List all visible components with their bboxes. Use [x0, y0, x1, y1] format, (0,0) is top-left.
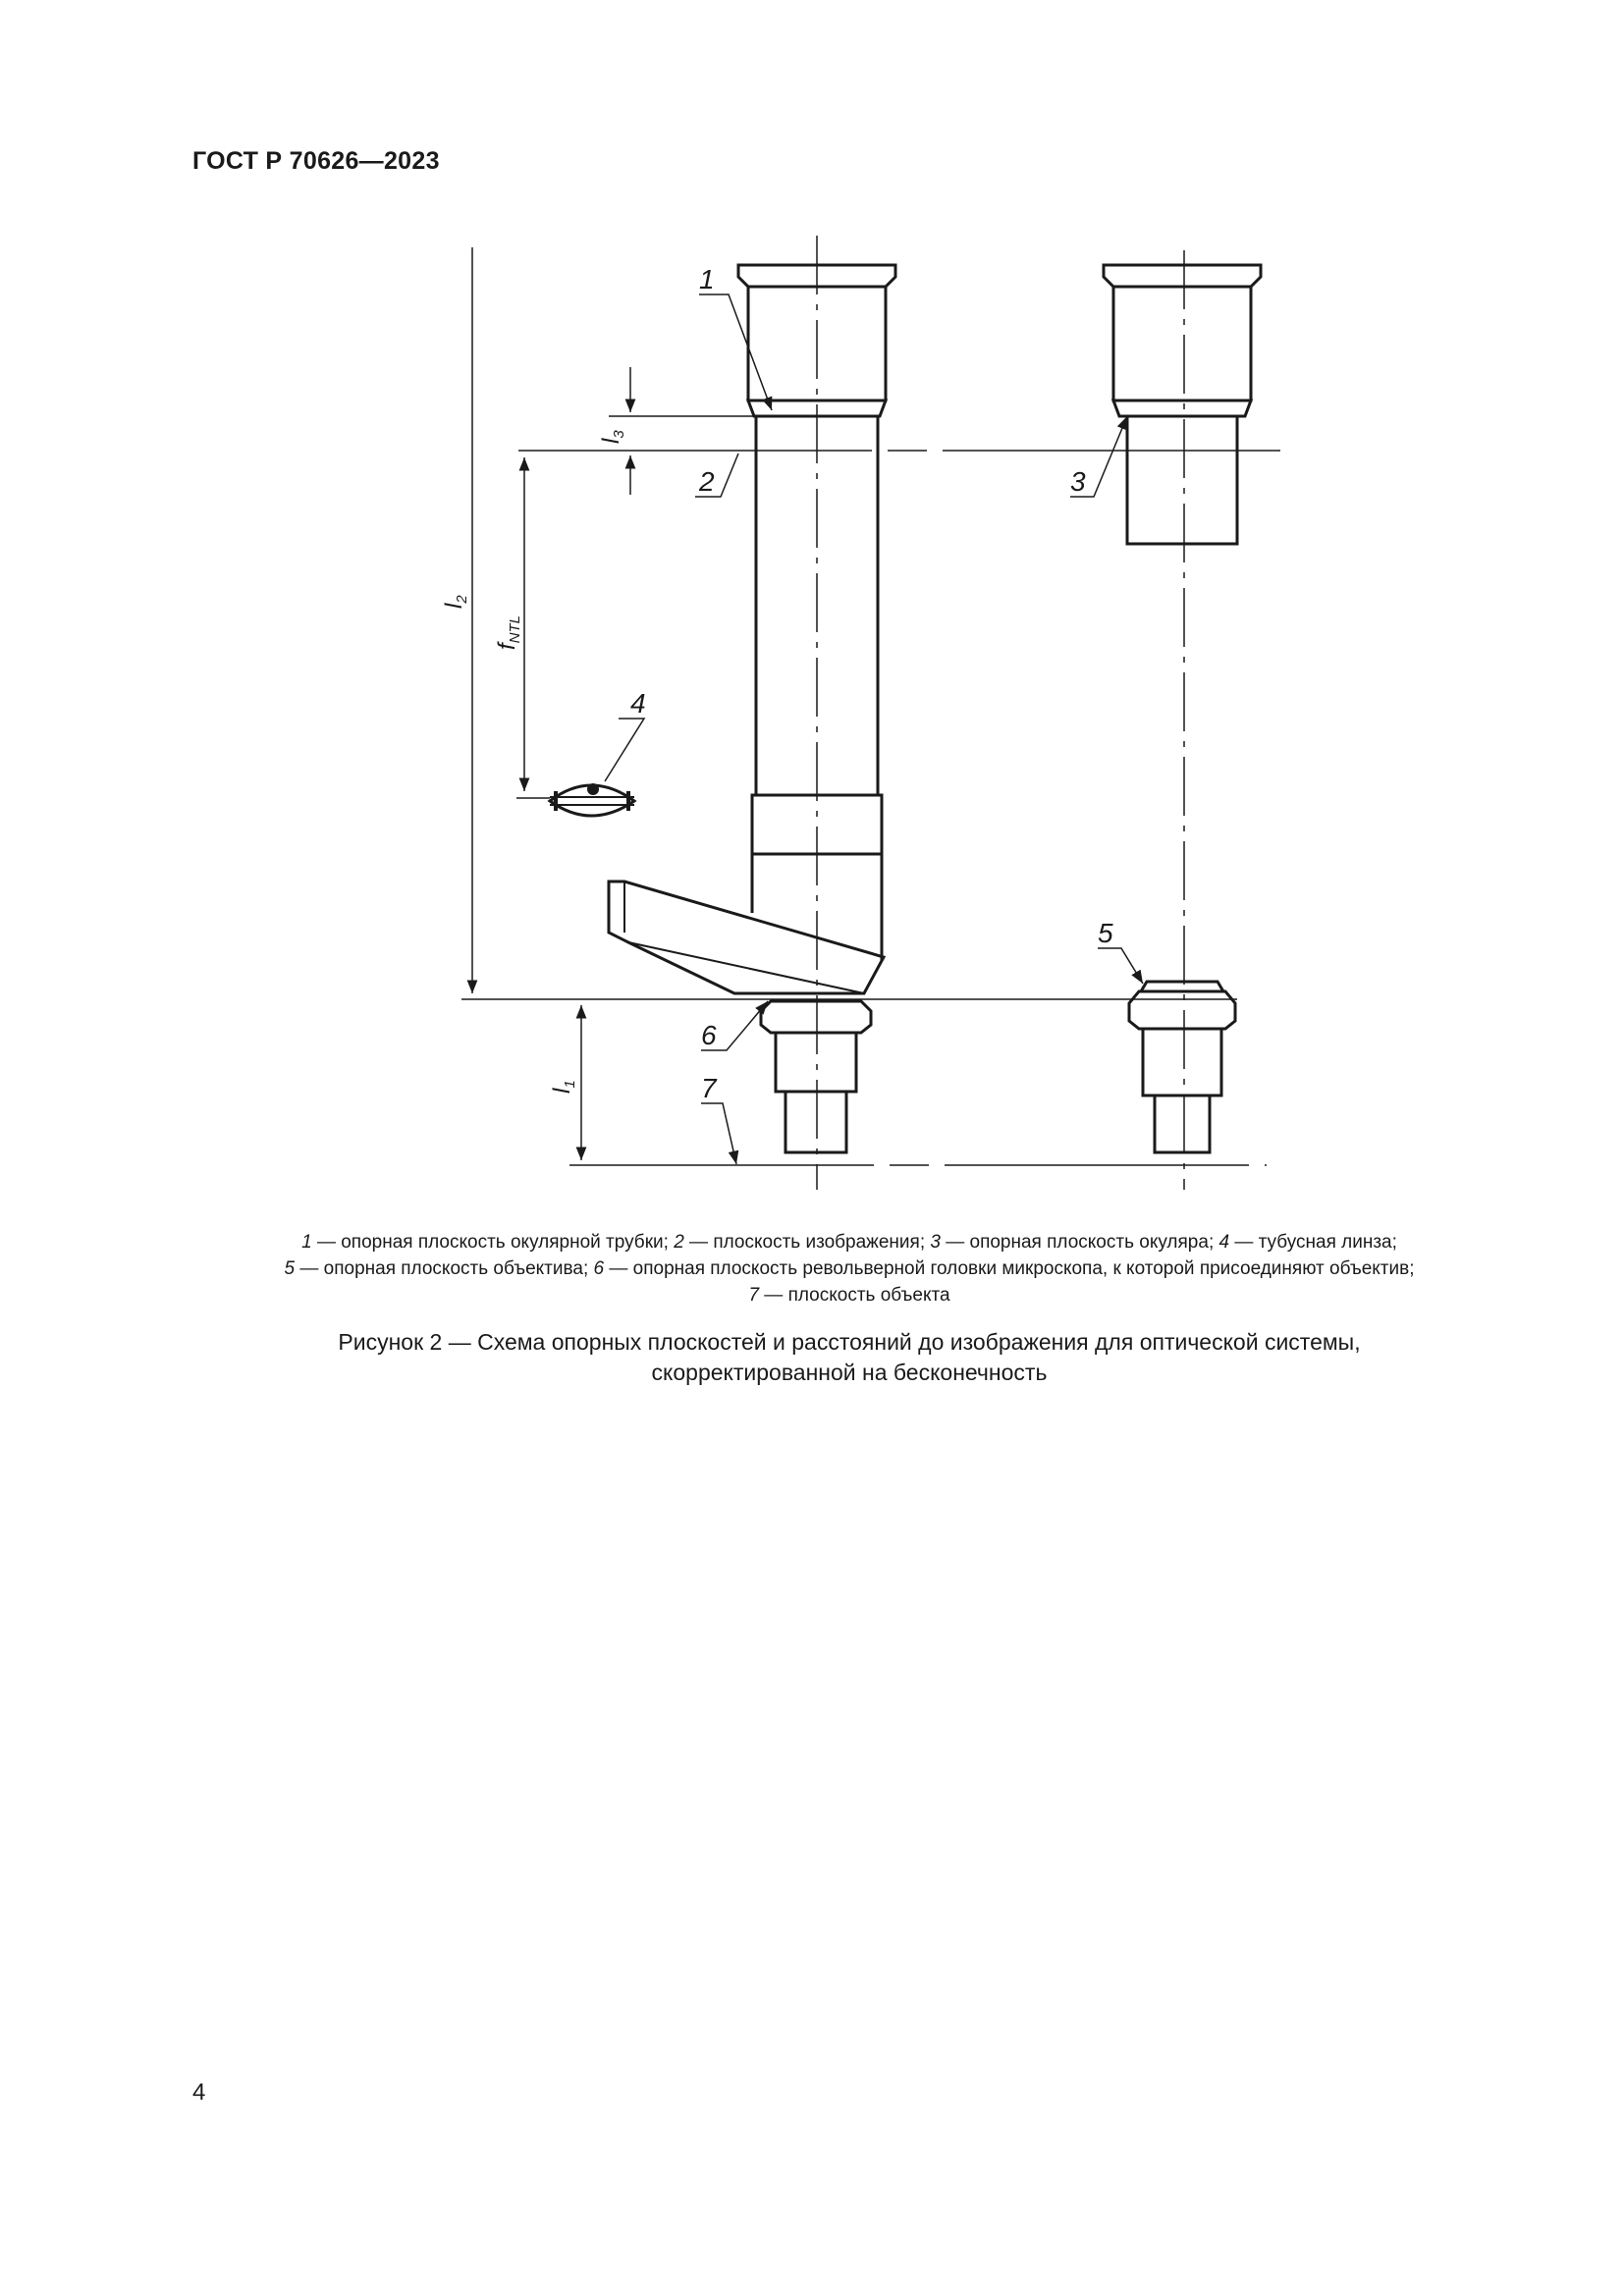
leader-1 [699, 294, 772, 410]
objective-left-collar [761, 1001, 871, 1033]
caption-line-2: скорректированной на бесконечность [651, 1360, 1048, 1385]
page-number: 4 [192, 2079, 206, 2106]
legend-line-3: 7 — плоскость объекта [748, 1285, 950, 1306]
callout-6: 6 [701, 1020, 717, 1050]
figure-caption [187, 1327, 1512, 1388]
leader-7 [701, 1103, 736, 1164]
revolver-head [609, 881, 884, 993]
eyepiece-right-barrel [1127, 416, 1237, 544]
callout-4: 4 [630, 688, 646, 719]
objective-right-nose [1155, 1095, 1210, 1152]
revolver-head-inner-2 [628, 942, 864, 993]
objective-left-body [776, 1033, 856, 1092]
callout-1: 1 [699, 264, 715, 294]
callout-3: 3 [1070, 466, 1086, 497]
dim-label-f-ntl: $f_{NTL}$ [494, 614, 523, 650]
callout-7: 7 [701, 1073, 717, 1103]
callout-5: 5 [1098, 918, 1113, 948]
legend-line-2: 5 — опорная плоскость объектива; 6 — опорная плоскость револьверной головки микроскопа, к которой присоединяют объектив; [284, 1258, 1415, 1279]
callout-2: 2 [699, 466, 715, 497]
leader-4 [605, 719, 644, 781]
legend-line-1: 1 — опорная плоскость окулярной трубки; 2 — плоскость изображения; 3 — опорная плоскость окуляра; 4 — тубусная линза; [301, 1232, 1397, 1253]
objective-left-nose [785, 1092, 846, 1152]
figure-legend [187, 1229, 1512, 1308]
caption-line-1: Рисунок 2 — Схема опорных плоскостей и расстояний до изображения для оптической системы, [338, 1329, 1361, 1355]
eyepiece-right-body [1113, 287, 1251, 400]
eyepiece-right-neck [1113, 400, 1251, 416]
dim-label-l1: $l_1$ [549, 1080, 578, 1094]
eyepiece-right-flange [1104, 265, 1261, 287]
objective-right-collar [1129, 991, 1235, 1029]
dim-label-l3: $l_3$ [598, 430, 627, 444]
dim-label-l2: $l_2$ [441, 595, 470, 609]
leader-5 [1098, 948, 1143, 984]
objective-right-body [1143, 1029, 1221, 1095]
document-header: ГОСТ Р 70626—2023 [192, 147, 440, 175]
